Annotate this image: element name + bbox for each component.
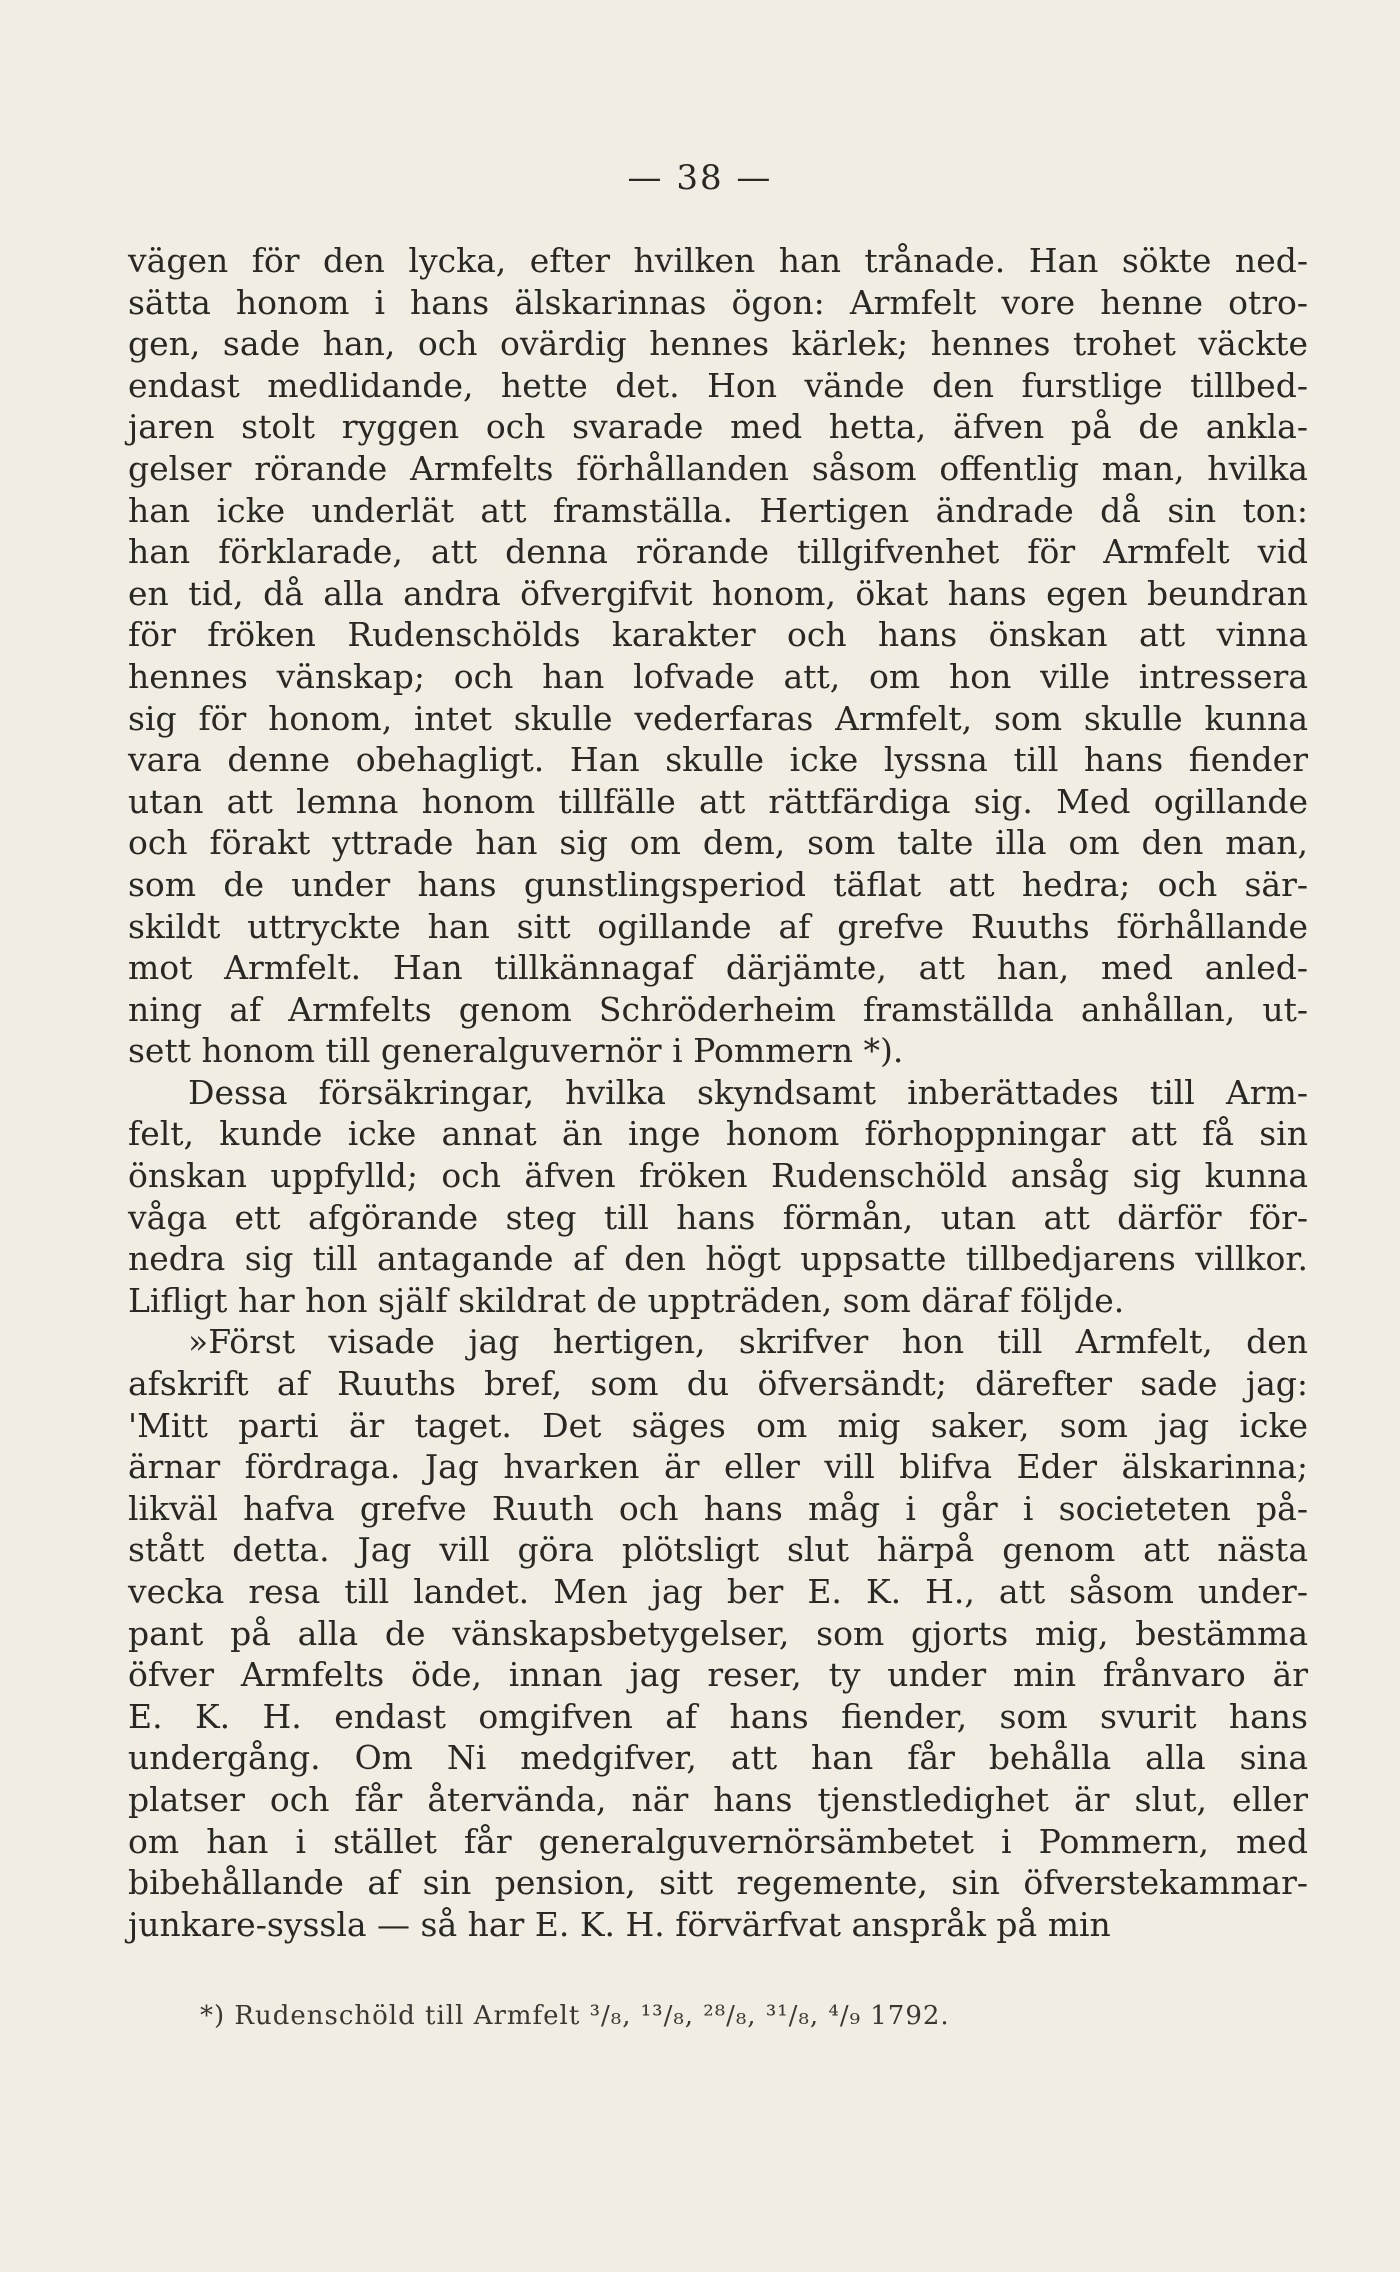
text-line: nedra sig till antagande af den högt uppsatte tillbedjarens villkor. xyxy=(128,1239,1308,1279)
text-line: jaren stolt ryggen och svarade med hetta, äfven på de ankla- xyxy=(128,407,1308,447)
text-line: Dessa försäkringar, hvilka skyndsamt inberättades till Arm- xyxy=(188,1072,1308,1112)
text-line: ärnar fördraga. Jag hvarken är eller vill blifva Eder älskarinna; xyxy=(128,1447,1308,1487)
text-line: hennes vänskap; och han lofvade att, om hon ville intressera xyxy=(128,656,1308,696)
footnote: *) Rudenschöld till Armfelt ³/₈, ¹³/₈, ²⁸/₈, ³¹/₈, ⁴/₉ 1792. xyxy=(200,2001,950,2031)
text-line: felt, kunde icke annat än inge honom förhoppningar att få sin xyxy=(128,1114,1308,1154)
text-line: sig för honom, intet skulle vederfaras Armfelt, som skulle kunna xyxy=(128,698,1308,738)
text-line: gen, sade han, och ovärdig hennes kärlek; hennes trohet väckte xyxy=(128,324,1308,364)
text-line: som de under hans gunstlingsperiod täflat att hedra; och sär- xyxy=(128,864,1308,904)
text-line: »Först visade jag hertigen, skrifver hon till Armfelt, den xyxy=(188,1322,1308,1362)
text-line: och förakt yttrade han sig om dem, som talte illa om den man, xyxy=(128,823,1308,863)
text-line: endast medlidande, hette det. Hon vände den furstlige tillbed- xyxy=(128,365,1308,405)
text-line: sätta honom i hans älskarinnas ögon: Armfelt vore henne otro- xyxy=(128,282,1308,322)
text-line: våga ett afgörande steg till hans förmån, utan att därför för- xyxy=(128,1197,1308,1237)
text-line: pant på alla de vänskapsbetygelser, som gjorts mig, bestämma xyxy=(128,1613,1308,1653)
text-line: vägen för den lycka, efter hvilken han trånade. Han sökte ned- xyxy=(128,241,1308,280)
text-line: en tid, då alla andra öfvergifvit honom, ökat hans egen beundran xyxy=(128,573,1308,613)
text-line: afskrift af Ruuths bref, som du öfversändt; därefter sade jag: xyxy=(128,1364,1308,1404)
text-line: E. K. H. endast omgifven af hans fiender, som svurit hans xyxy=(128,1696,1308,1736)
text-line: sett honom till generalguvernör i Pommern *). xyxy=(128,1031,904,1071)
text-line: undergång. Om Ni medgifver, att han får behålla alla sina xyxy=(128,1738,1308,1778)
text-line: vara denne obehagligt. Han skulle icke lyssna till hans fiender xyxy=(128,740,1308,780)
page-number: — 38 — xyxy=(627,158,773,198)
text-line: skildt uttryckte han sitt ogillande af grefve Ruuths förhållande xyxy=(128,906,1308,946)
text-line: 'Mitt parti är taget. Det säges om mig saker, som jag icke xyxy=(128,1405,1308,1445)
text-line: gelser rörande Armfelts förhållanden såsom offentlig man, hvilka xyxy=(128,448,1308,488)
text-line: stått detta. Jag vill göra plötsligt slut härpå genom att nästa xyxy=(128,1530,1308,1570)
text-line: bibehållande af sin pension, sitt regemente, sin öfverstekammar- xyxy=(128,1863,1308,1903)
text-line: öfver Armfelts öde, innan jag reser, ty under min frånvaro är xyxy=(128,1655,1308,1695)
text-line: junkare-syssla — så har E. K. H. förvärfvat anspråk på min xyxy=(128,1904,1111,1944)
text-line: om han i stället får generalguvernörsämbetet i Pommern, med xyxy=(128,1821,1308,1861)
body-text xyxy=(128,240,1308,1945)
text-line: likväl hafva grefve Ruuth och hans måg i går i societeten på- xyxy=(128,1488,1308,1528)
text-line: han förklarade, att denna rörande tillgifvenhet för Armfelt vid xyxy=(128,532,1308,572)
text-line: önskan uppfylld; och äfven fröken Rudenschöld ansåg sig kunna xyxy=(128,1156,1308,1196)
text-line: ning af Armfelts genom Schröderheim framställda anhållan, ut- xyxy=(128,989,1308,1029)
text-line: vecka resa till landet. Men jag ber E. K. H., att såsom under- xyxy=(128,1572,1308,1611)
text-line: han icke underlät att framställa. Hertigen ändrade då sin ton: xyxy=(128,490,1308,530)
text-line: Lifligt har hon själf skildrat de uppträden, som däraf följde. xyxy=(128,1280,1125,1320)
text-line: platser och får återvända, när hans tjenstledighet är slut, eller xyxy=(128,1779,1308,1819)
text-line: för fröken Rudenschölds karakter och hans önskan att vinna xyxy=(128,615,1308,655)
text-line: utan att lemna honom tillfälle att rättfärdiga sig. Med ogillande xyxy=(128,781,1308,821)
text-line: mot Armfelt. Han tillkännagaf därjämte, att han, med anled- xyxy=(128,948,1308,988)
